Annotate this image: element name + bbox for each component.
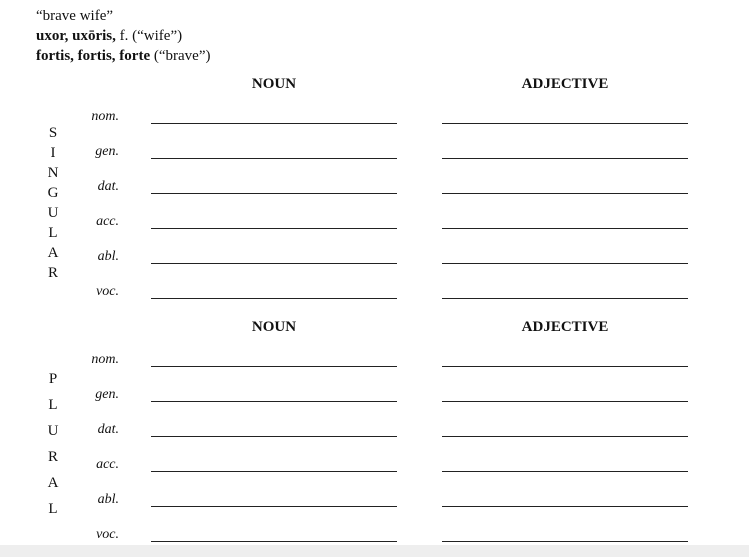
case-label-voc: voc.	[96, 527, 119, 542]
case-label-abl: abl.	[97, 249, 119, 264]
singular-adjective-nom-blank[interactable]	[442, 123, 688, 124]
singular-adjective-acc-blank[interactable]	[442, 228, 688, 229]
plural-adjective-heading: ADJECTIVE	[521, 319, 609, 335]
case-label-gen: gen.	[95, 144, 119, 159]
page-bottom-edge	[0, 545, 749, 557]
singular-adjective-heading: ADJECTIVE	[521, 76, 609, 92]
plural-letter: U	[47, 423, 59, 439]
plural-noun-gen-blank[interactable]	[151, 401, 397, 402]
singular-letter: S	[48, 125, 58, 141]
case-label-dat: dat.	[97, 179, 119, 194]
plural-adjective-gen-blank[interactable]	[442, 401, 688, 402]
plural-noun-nom-blank[interactable]	[151, 366, 397, 367]
singular-adjective-dat-blank[interactable]	[442, 193, 688, 194]
case-label-nom: nom.	[91, 352, 119, 367]
case-label-nom: nom.	[91, 109, 119, 124]
plural-noun-voc-blank[interactable]	[151, 541, 397, 542]
singular-letter: N	[47, 165, 59, 181]
adjective-dictionary-entry: fortis, fortis, forte	[36, 48, 151, 64]
phrase-line	[36, 7, 113, 25]
plural-adjective-abl-blank[interactable]	[442, 506, 688, 507]
singular-noun-gen-blank[interactable]	[151, 158, 397, 159]
singular-letter: U	[47, 205, 59, 221]
noun-dictionary-entry: uxor, uxōris,	[36, 28, 116, 44]
adjective-gloss: (“brave”)	[150, 48, 211, 64]
singular-letter: I	[50, 145, 56, 161]
phrase-text: “brave wife”	[36, 8, 114, 24]
plural-letter: P	[48, 371, 58, 387]
case-label-acc: acc.	[96, 214, 119, 229]
plural-adjective-acc-blank[interactable]	[442, 471, 688, 472]
singular-noun-heading: NOUN	[251, 76, 297, 92]
plural-noun-abl-blank[interactable]	[151, 506, 397, 507]
singular-noun-acc-blank[interactable]	[151, 228, 397, 229]
case-label-voc: voc.	[96, 284, 119, 299]
adjective-vocab-line	[36, 47, 211, 65]
plural-adjective-dat-blank[interactable]	[442, 436, 688, 437]
singular-noun-abl-blank[interactable]	[151, 263, 397, 264]
plural-adjective-voc-blank[interactable]	[442, 541, 688, 542]
singular-letter: R	[47, 265, 58, 281]
singular-letter: A	[47, 245, 59, 261]
singular-noun-voc-blank[interactable]	[151, 298, 397, 299]
singular-noun-nom-blank[interactable]	[151, 123, 397, 124]
case-label-dat: dat.	[97, 422, 119, 437]
case-label-gen: gen.	[95, 387, 119, 402]
plural-noun-dat-blank[interactable]	[151, 436, 397, 437]
noun-gloss: f. (“wife”)	[115, 28, 183, 44]
case-label-acc: acc.	[96, 457, 119, 472]
plural-letter: R	[47, 449, 58, 465]
singular-adjective-voc-blank[interactable]	[442, 298, 688, 299]
case-label-abl: abl.	[97, 492, 119, 507]
plural-letter: L	[48, 501, 58, 517]
plural-noun-acc-blank[interactable]	[151, 471, 397, 472]
noun-vocab-line	[36, 27, 182, 45]
singular-letter: G	[47, 185, 59, 201]
singular-adjective-gen-blank[interactable]	[442, 158, 688, 159]
plural-letter: A	[47, 475, 59, 491]
singular-adjective-abl-blank[interactable]	[442, 263, 688, 264]
plural-letter: L	[48, 397, 58, 413]
singular-noun-dat-blank[interactable]	[151, 193, 397, 194]
plural-adjective-nom-blank[interactable]	[442, 366, 688, 367]
plural-noun-heading: NOUN	[251, 319, 297, 335]
singular-letter: L	[48, 225, 58, 241]
